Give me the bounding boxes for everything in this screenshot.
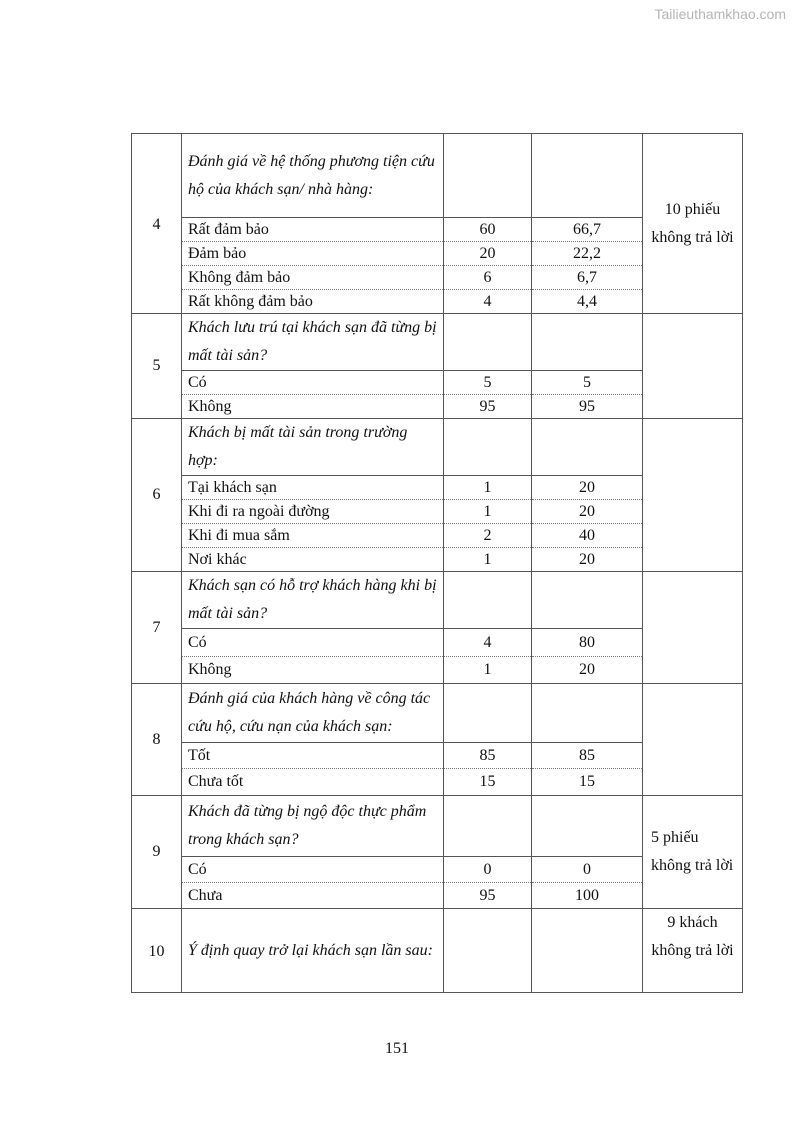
option-label: Có xyxy=(182,629,444,657)
note-cell: 5 phiếu không trả lời xyxy=(643,796,743,909)
empty-cell xyxy=(532,314,643,371)
question-row xyxy=(132,909,743,993)
question-number: 6 xyxy=(132,419,182,572)
option-label: Có xyxy=(182,857,444,883)
note-cell: 9 khách không trả lời xyxy=(643,909,743,993)
option-label: Không đảm bảo xyxy=(182,266,444,290)
question-text: Khách bị mất tài sản trong trường hợp: xyxy=(182,419,444,476)
survey-table xyxy=(131,133,743,993)
option-count: 1 xyxy=(444,476,532,500)
option-count: 6 xyxy=(444,266,532,290)
question-text: Đánh giá về hệ thống phương tiện cứu hộ của khách sạn/ nhà hàng: xyxy=(182,134,444,218)
option-count: 4 xyxy=(444,290,532,314)
question-number: 4 xyxy=(132,134,182,314)
question-number: 9 xyxy=(132,796,182,909)
question-row xyxy=(132,134,743,218)
question-row xyxy=(132,314,743,371)
option-percent: 20 xyxy=(532,476,643,500)
option-count: 85 xyxy=(444,743,532,769)
note-cell xyxy=(643,572,743,684)
option-percent: 6,7 xyxy=(532,266,643,290)
question-number: 5 xyxy=(132,314,182,419)
option-percent: 66,7 xyxy=(532,218,643,242)
question-row xyxy=(132,684,743,743)
option-percent: 80 xyxy=(532,629,643,657)
option-count: 0 xyxy=(444,857,532,883)
option-label: Có xyxy=(182,371,444,395)
option-percent: 4,4 xyxy=(532,290,643,314)
option-count: 95 xyxy=(444,395,532,419)
option-label: Chưa xyxy=(182,883,444,909)
question-text: Ý định quay trở lại khách sạn lần sau: xyxy=(182,909,444,993)
option-label: Không xyxy=(182,395,444,419)
option-label: Khi đi mua sắm xyxy=(182,524,444,548)
note-cell: 10 phiếu không trả lời xyxy=(643,134,743,314)
watermark: Tailieuthamkhao.com xyxy=(654,6,786,22)
empty-cell xyxy=(444,572,532,629)
question-text: Khách lưu trú tại khách sạn đã từng bị mất tài sản? xyxy=(182,314,444,371)
option-label: Rất không đảm bảo xyxy=(182,290,444,314)
question-text: Khách đã từng bị ngộ độc thực phẩm trong khách sạn? xyxy=(182,796,444,857)
note-cell xyxy=(643,419,743,572)
option-label: Tốt xyxy=(182,743,444,769)
option-percent: 22,2 xyxy=(532,242,643,266)
option-label: Không xyxy=(182,657,444,684)
question-number: 8 xyxy=(132,684,182,796)
option-label: Tại khách sạn xyxy=(182,476,444,500)
empty-cell xyxy=(444,909,532,993)
option-count: 1 xyxy=(444,500,532,524)
option-count: 15 xyxy=(444,769,532,796)
empty-cell xyxy=(532,419,643,476)
question-row xyxy=(132,572,743,629)
option-percent: 20 xyxy=(532,657,643,684)
empty-cell xyxy=(444,134,532,218)
option-count: 2 xyxy=(444,524,532,548)
note-cell xyxy=(643,684,743,796)
empty-cell xyxy=(532,134,643,218)
question-row xyxy=(132,419,743,476)
option-percent: 100 xyxy=(532,883,643,909)
option-count: 4 xyxy=(444,629,532,657)
empty-cell xyxy=(444,684,532,743)
option-count: 1 xyxy=(444,548,532,572)
option-percent: 95 xyxy=(532,395,643,419)
option-percent: 15 xyxy=(532,769,643,796)
option-percent: 85 xyxy=(532,743,643,769)
question-number: 10 xyxy=(132,909,182,993)
option-label: Chưa tốt xyxy=(182,769,444,796)
empty-cell xyxy=(444,419,532,476)
empty-cell xyxy=(532,684,643,743)
option-count: 1 xyxy=(444,657,532,684)
option-label: Nơi khác xyxy=(182,548,444,572)
option-count: 20 xyxy=(444,242,532,266)
question-text: Đánh giá của khách hàng về công tác cứu hộ, cứu nạn của khách sạn: xyxy=(182,684,444,743)
option-percent: 0 xyxy=(532,857,643,883)
empty-cell xyxy=(532,796,643,857)
empty-cell xyxy=(444,796,532,857)
option-count: 95 xyxy=(444,883,532,909)
note-cell xyxy=(643,314,743,419)
option-percent: 5 xyxy=(532,371,643,395)
empty-cell xyxy=(532,909,643,993)
question-text: Khách sạn có hỗ trợ khách hàng khi bị mất tài sản? xyxy=(182,572,444,629)
option-count: 60 xyxy=(444,218,532,242)
option-label: Đảm bảo xyxy=(182,242,444,266)
option-percent: 20 xyxy=(532,548,643,572)
option-label: Rất đảm bảo xyxy=(182,218,444,242)
option-percent: 40 xyxy=(532,524,643,548)
question-number: 7 xyxy=(132,572,182,684)
empty-cell xyxy=(532,572,643,629)
option-label: Khi đi ra ngoài đường xyxy=(182,500,444,524)
empty-cell xyxy=(444,314,532,371)
question-row xyxy=(132,796,743,857)
option-percent: 20 xyxy=(532,500,643,524)
page-number: 151 xyxy=(385,1040,409,1057)
option-count: 5 xyxy=(444,371,532,395)
